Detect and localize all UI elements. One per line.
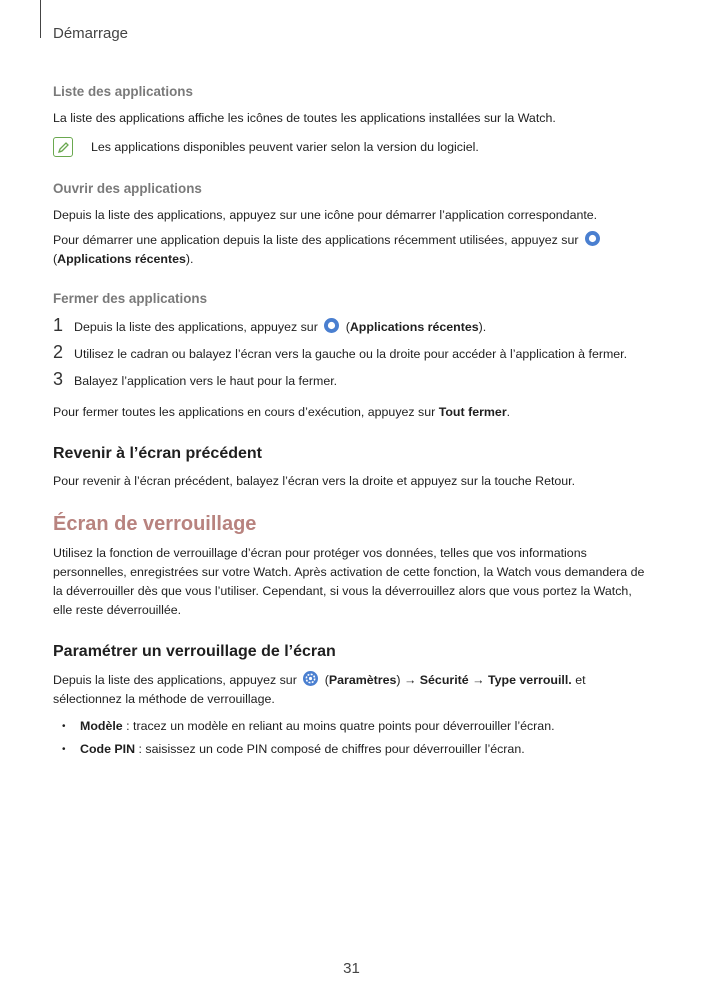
lock-settings-type: Type verrouill. [487, 673, 572, 687]
close-all-pre: Pour fermer toutes les applications en cours d’exécution, appuyez sur [53, 405, 436, 419]
recent-apps-icon [584, 230, 601, 247]
lock-settings-arrow-1: ) → [396, 673, 420, 687]
page-number: 31 [343, 960, 360, 977]
open-apps-p1: Depuis la liste des applications, appuyez sur une icône pour démarrer l’application correspondante. [53, 208, 598, 222]
settings-gear-icon [302, 670, 319, 687]
step-number: 2 [53, 342, 64, 362]
apps-list-body: La liste des applications affiche les icônes de toutes les applications installées sur la Watch. [53, 111, 556, 125]
close-apps-heading: Fermer des applications [53, 291, 208, 306]
step-number: 1 [53, 315, 64, 335]
step-text [74, 317, 486, 337]
section-open-apps [53, 179, 653, 269]
apps-list-heading: Liste des applications [53, 84, 193, 99]
recent-apps-icon [323, 317, 340, 334]
lock-settings-pre: Depuis la liste des applications, appuyez sur [53, 673, 297, 687]
open-apps-p2-paren-close: ). [185, 252, 194, 266]
section-lock [53, 515, 653, 620]
lock-body: Utilisez la fonction de verrouillage d’écran pour protéger vos données, telles que vos informations personnelles, enregistrées sur votre Watch. Après activation de cette fonction, la Watch vous demandera de la déverrouiller dès que vous l’utiliser. Cependant, si vous la déverrouillez alors que vous portez la Watch, elle reste déverrouillée. [53, 546, 645, 617]
lock-settings-arrow-2: → [468, 673, 488, 687]
back-heading: Revenir à l’écran précédent [53, 445, 262, 462]
section-apps-list [53, 82, 653, 157]
bullet-dot: • [62, 744, 66, 755]
lock-settings-heading: Paramétrer un verrouillage de l’écran [53, 643, 336, 660]
step-1-paren-open: ( [342, 320, 350, 334]
bullet-term: Code PIN [80, 742, 136, 756]
running-head: Démarrage [53, 25, 129, 42]
step-item [53, 370, 653, 391]
section-close-apps [53, 289, 653, 422]
section-lock-settings [53, 642, 653, 759]
open-apps-p2 [53, 230, 653, 269]
lock-settings-body [53, 670, 653, 709]
step-1-paren-close: ). [478, 320, 487, 334]
close-apps-steps [53, 316, 653, 391]
note [53, 137, 653, 157]
bullet-term: Modèle [80, 719, 123, 733]
step-1-text: Depuis la liste des applications, appuyez sur [74, 320, 318, 334]
page-content [53, 82, 653, 763]
step-text: Utilisez le cadran ou balayez l’écran vers la gauche ou la droite pour accéder à l’application à fermer. [74, 347, 628, 361]
open-apps-p2-text: Pour démarrer une application depuis la liste des applications récemment utilisées, appuyez sur [53, 233, 579, 247]
open-apps-p2-bold: Applications récentes [57, 252, 186, 266]
bullet-text: : tracez un modèle en reliant au moins quatre points pour déverrouiller l’écran. [122, 719, 555, 733]
step-1-bold: Applications récentes [349, 320, 479, 334]
bullet-dot: • [62, 721, 66, 732]
lock-settings-post: et sélectionnez la méthode de verrouillage. [53, 673, 586, 706]
step-text: Balayez l’application vers le haut pour la fermer. [74, 374, 338, 388]
section-back [53, 444, 653, 491]
open-apps-p2-paren-open: ( [53, 252, 58, 266]
note-text: Les applications disponibles peuvent varier selon la version du logiciel. [91, 139, 479, 154]
note-pencil-icon [53, 137, 73, 157]
back-body: Pour revenir à l’écran précédent, balayez l’écran vers la droite et appuyez sur la touche Retour. [53, 474, 576, 488]
lock-settings-param: Paramètres [328, 673, 397, 687]
open-apps-heading: Ouvrir des applications [53, 181, 202, 196]
lock-settings-paren-open: ( [321, 673, 329, 687]
step-item [53, 343, 653, 364]
list-item [53, 740, 653, 759]
bullet-text: : saisissez un code PIN composé de chiffres pour déverrouiller l’écran. [135, 742, 525, 756]
lock-settings-security: Sécurité [419, 673, 469, 687]
lock-heading: Écran de verrouillage [53, 513, 257, 535]
header-rule [40, 0, 41, 38]
step-number: 3 [53, 369, 64, 389]
list-item [53, 717, 653, 736]
close-all-text [53, 403, 653, 422]
step-item [53, 316, 653, 337]
close-all-bold: Tout fermer [438, 405, 507, 419]
close-all-post: . [506, 405, 511, 419]
lock-methods-list [53, 717, 653, 759]
